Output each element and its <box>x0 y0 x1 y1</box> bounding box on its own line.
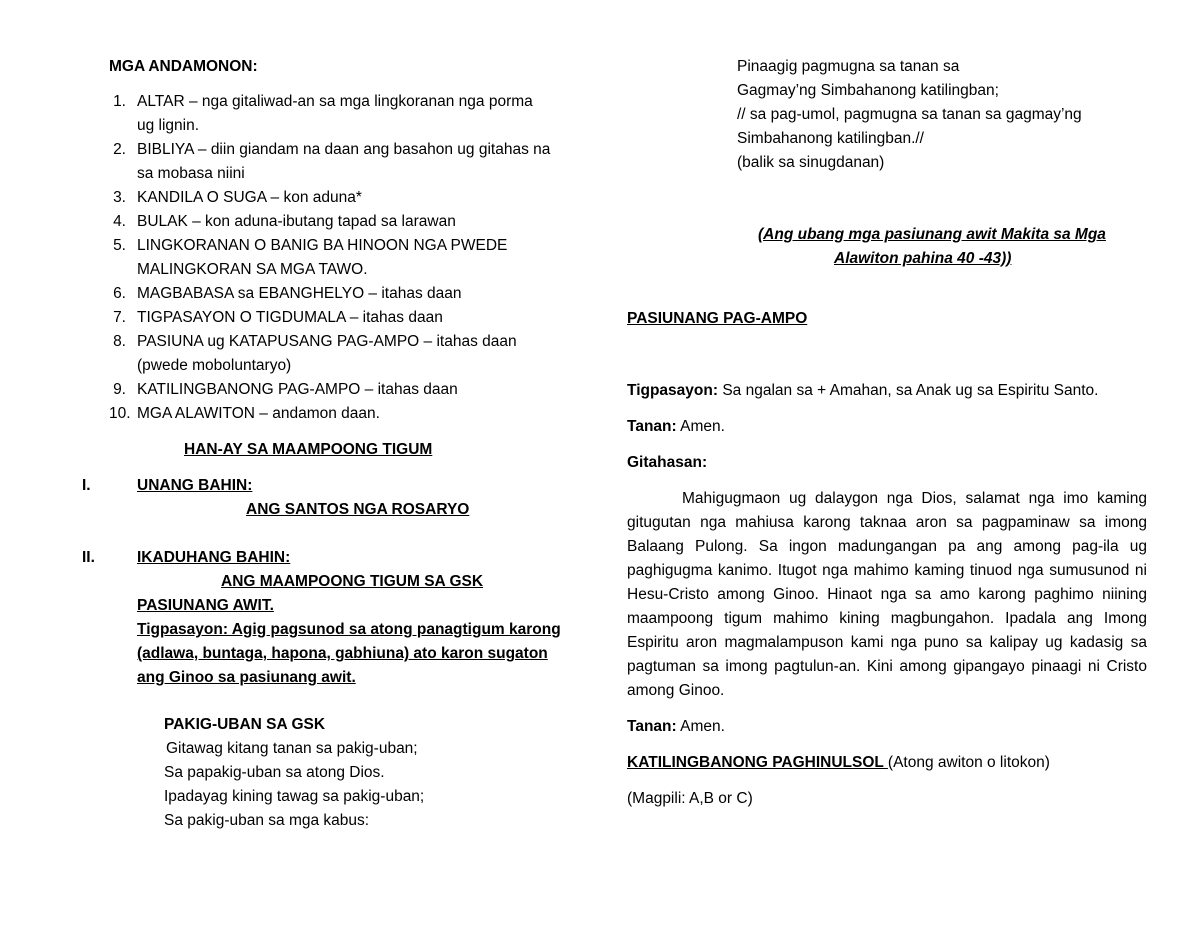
list-text: BULAK – kon aduna-ibutang tapad sa larawan <box>137 213 456 230</box>
leader-line <box>627 379 1098 403</box>
list-text: MGA ALAWITON – andamon daan. <box>137 405 380 422</box>
list-text: MAGBABASA sa EBANGHELYO – itahas daan <box>137 285 462 302</box>
part-1-number: I. <box>82 477 91 494</box>
song-line: Sa papakig-uban sa atong Dios. <box>164 764 385 781</box>
song-title: PAKIG-UBAN SA GSK <box>164 716 326 733</box>
speaker-label: Tanan: <box>627 718 677 735</box>
community-heading-line <box>627 751 1050 775</box>
songs-reference-note: (Ang ubang mga pasiunang awit Makita sa Mga <box>758 226 1106 243</box>
list-number: 3. <box>113 189 126 206</box>
materials-heading: MGA ANDAMONON: <box>109 58 258 75</box>
list-number: 4. <box>113 213 126 230</box>
response-line <box>627 715 725 739</box>
list-number: 2. <box>113 141 126 158</box>
community-note: (Atong awiton o litokon) <box>887 754 1050 771</box>
song-line: (balik sa sinugdanan) <box>737 154 885 171</box>
part-2-number: II. <box>82 549 95 566</box>
list-text: LINGKORANAN O BANIG BA HINOON NGA PWEDE MALINGKORAN SA MGA TAWO. <box>137 237 508 278</box>
song-line: Ipadayag kining tawag sa pakig-uban; <box>164 788 425 805</box>
response-line <box>627 415 725 439</box>
song-line: Simbahanong katilingban.// <box>737 130 924 147</box>
speaker-label: Tigpasayon: <box>627 382 719 399</box>
leader-instruction-line: ang Ginoo sa pasiunang awit. <box>137 669 356 686</box>
assigned-label: Gitahasan: <box>627 454 708 471</box>
list-number: 7. <box>113 309 126 326</box>
opening-prayer-heading: PASIUNANG PAG-AMPO <box>627 310 808 327</box>
list-number: 9. <box>113 381 126 398</box>
list-text: ALTAR – nga gitaliwad-an sa mga lingkoranan nga porma ug lignin. <box>137 93 533 134</box>
part-1-subtitle: ANG SANTOS NGA ROSARYO <box>246 501 470 518</box>
song-line: Pinaagig pagmugna sa tanan sa <box>737 58 960 75</box>
list-number: 1. <box>113 93 126 110</box>
song-line: Sa pakig-uban sa mga kabus: <box>164 812 370 829</box>
list-text: KANDILA O SUGA – kon aduna* <box>137 189 362 206</box>
song-line: Gitawag kitang tanan sa pakig-uban; <box>166 740 418 757</box>
list-number: 6. <box>113 285 126 302</box>
leader-instruction-line: Tigpasayon: Agig pagsunod sa atong panagtigum karong <box>137 621 561 638</box>
opening-song-heading: PASIUNANG AWIT. <box>137 597 274 614</box>
song-line: // sa pag-umol, pagmugna sa tanan sa gagmay’ng <box>737 106 1082 123</box>
list-number: 8. <box>113 333 126 350</box>
list-text: PASIUNA ug KATAPUSANG PAG-AMPO – itahas daan (pwede moboluntaryo) <box>137 333 517 374</box>
speaker-text: Amen. <box>676 418 725 435</box>
speaker-text: Amen. <box>676 718 725 735</box>
speaker-label: Tanan: <box>627 418 677 435</box>
list-text: BIBLIYA – diin giandam na daan ang basahon ug gitahas na sa mobasa niini <box>137 141 551 182</box>
part-2-title: IKADUHANG BAHIN: <box>137 549 291 566</box>
community-title: KATILINGBANONG PAGHINULSOL <box>627 754 888 771</box>
speaker-text: Sa ngalan sa + Amahan, sa Anak ug sa Espiritu Santo. <box>718 382 1099 399</box>
song-line: Gagmay’ng Simbahanong katilingban; <box>737 82 999 99</box>
songs-reference-note: Alawiton pahina 40 -43)) <box>834 250 1012 267</box>
list-number: 5. <box>113 237 126 254</box>
part-1-title: UNANG BAHIN: <box>137 477 253 494</box>
prayer-paragraph: Mahigugmaon ug dalaygon nga Dios, salamat nga imo kaming gitugutan nga mahiusa karong taknaa aron sa pagpaminaw sa imong Balaang Pulong. Sa ingon madungangan pa ang among pag-ila ug paghigugma kanimo. Itugot nga mahimo kaming tinuod nga sumusunod ni Hesu-Cristo among Ginoo. Hinaot nga sa amo karong paghimo niining maampoong tigum mahimo kining magbungahon. Ipadala ang Imong Espiritu aron magmalampuson kami nga puno sa kalipay ug kadasig sa pagtuman sa imong pagtulun-an. Kini among gipangayo pinaagi ni Cristo among Ginoo. <box>627 490 1147 699</box>
list-text: KATILINGBANONG PAG-AMPO – itahas daan <box>137 381 458 398</box>
list-text: TIGPASAYON O TIGDUMALA – itahas daan <box>137 309 443 326</box>
part-2-subtitle: ANG MAAMPOONG TIGUM SA GSK <box>221 573 484 590</box>
list-number: 10. <box>109 405 131 422</box>
leader-instruction-line: (adlawa, buntaga, hapona, gabhiuna) ato karon sugaton <box>137 645 548 662</box>
choice-note: (Magpili: A,B or C) <box>627 790 753 807</box>
order-title: HAN-AY SA MAAMPOONG TIGUM <box>184 441 433 458</box>
